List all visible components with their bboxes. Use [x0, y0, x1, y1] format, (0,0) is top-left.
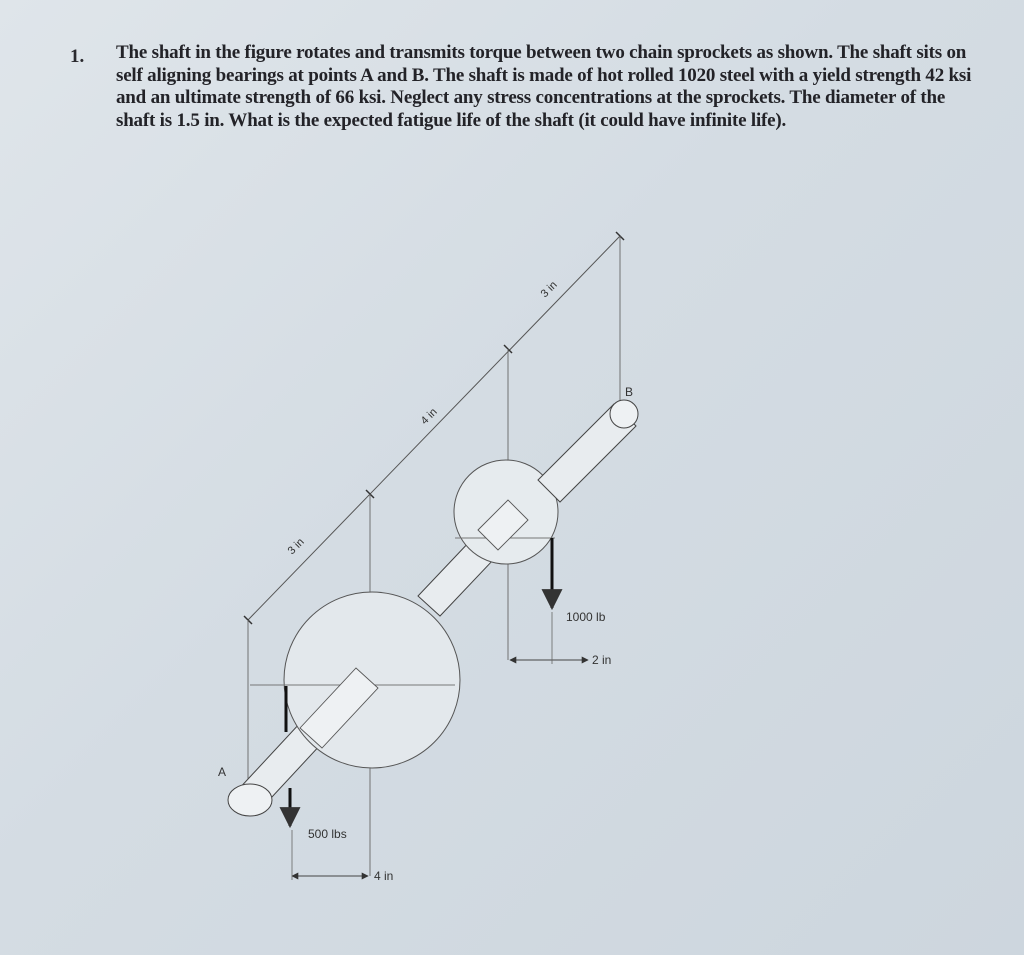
problem-text: The shaft in the figure rotates and transmits torque between two chain sprockets as shown. The shaft sits on self aligning bearings at points A and B. The shaft is made of hot rolled 1020 steel with a yield strength 42 ksi and an ultimate strength of 66 ksi. Neglect any stress concentrations at the sprockets. The diameter of the shaft is 1.5 in. What is the expected fatigue life of the shaft (it could have infinite life).	[116, 42, 972, 131]
problem-number: 1.	[70, 46, 85, 67]
bearing-b	[610, 400, 638, 428]
axial-dimension-line	[248, 236, 620, 620]
label-radius-large: 4 in	[374, 869, 394, 883]
label-axial-dim-2: 4 in	[418, 406, 440, 428]
label-point-a: A	[218, 765, 227, 779]
label-axial-dim-1: 3 in	[285, 536, 307, 558]
sprocket-large-lower	[284, 592, 460, 768]
bearing-a	[228, 784, 272, 816]
label-axial-dim-3: 3 in	[538, 279, 560, 301]
label-radius-small: 2 in	[592, 653, 612, 667]
label-point-b: B	[625, 385, 634, 399]
label-force-large: 1000 lb	[566, 610, 606, 624]
label-force-small: 500 lbs	[308, 827, 347, 841]
